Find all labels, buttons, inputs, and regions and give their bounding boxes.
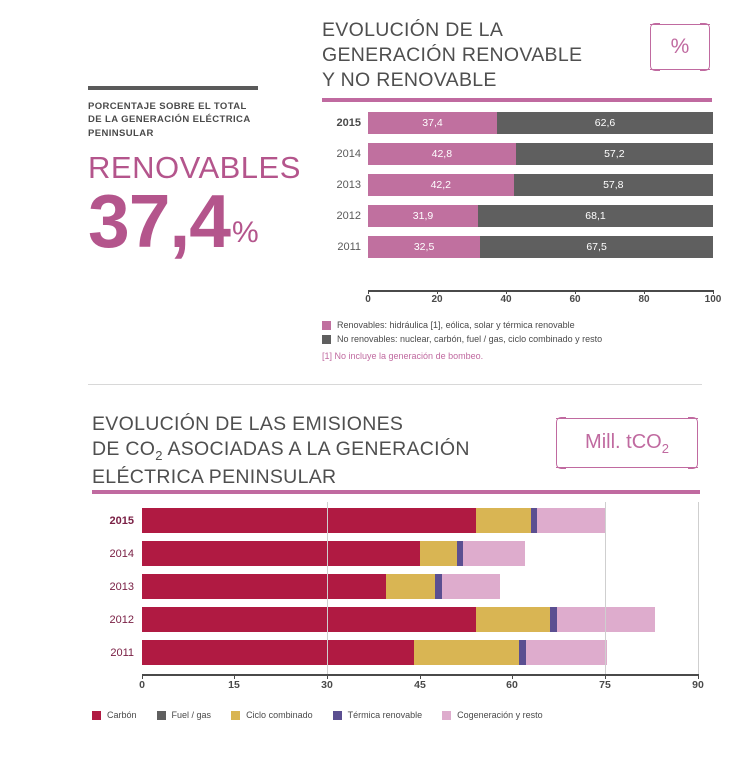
x-tick-label: 20 [431, 294, 443, 305]
renewables-legend [322, 320, 714, 361]
bar-segment-carbon [142, 607, 476, 632]
y-tick-label: 2011 [337, 241, 361, 253]
chart-row [322, 143, 714, 165]
x-tick-label: 90 [692, 679, 704, 691]
bar-segment-cogeneracion [537, 508, 605, 533]
y-tick-label: 2012 [109, 613, 134, 626]
emissions-unit-label [585, 431, 669, 456]
legend-item [92, 710, 137, 720]
bar-segment-carbon [142, 574, 386, 599]
axis-line [368, 290, 713, 292]
emissions-title-line1: EVOLUCIÓN DE LAS EMISIONES [92, 413, 404, 435]
y-tick-label: 2015 [336, 117, 361, 129]
emissions-unit-badge [556, 418, 698, 468]
stacked-bar [142, 607, 698, 632]
kpi-unit: % [231, 216, 259, 250]
bar-segment-nonrenewables: 57,8 [514, 174, 713, 196]
kpi-value: 37,4 [88, 179, 230, 264]
co2-subscript: 2 [155, 448, 163, 464]
legend-item [333, 710, 423, 720]
emissions-bar-chart [92, 508, 700, 676]
emissions-title-line3: ELÉCTRICA PENINSULAR [92, 466, 337, 489]
legend-item [322, 334, 714, 344]
chart-row [92, 640, 700, 665]
renewables-footnote: [1] No incluye la generación de bombeo. [322, 351, 484, 361]
emissions-unit-text: Mill. tCO [585, 430, 662, 453]
stacked-bar [368, 236, 713, 258]
kpi-caption-line3: PENINSULAR [88, 127, 154, 139]
emissions-unit-subscript: 2 [661, 440, 669, 456]
x-tick-label: 100 [704, 294, 722, 305]
chart-row [92, 607, 700, 632]
x-tick-label: 80 [638, 294, 650, 305]
legend-label: Térmica renovable [347, 710, 423, 720]
stacked-bar [142, 574, 698, 599]
kpi-caption-line1: PORCENTAJE SOBRE EL TOTAL [88, 101, 247, 112]
emissions-rule [92, 490, 700, 494]
stacked-bar [368, 143, 713, 165]
bar-segment-nonrenewables: 57,2 [516, 143, 713, 165]
kpi-caption-line2: DE LA GENERACIÓN ELÉCTRICA [88, 114, 251, 126]
kpi-block [88, 86, 301, 264]
legend-swatch-icon [157, 711, 166, 720]
x-tick-label: 60 [506, 679, 518, 691]
bar-segment-cogeneracion [442, 574, 501, 599]
bar-segment-renewables: 37,4 [368, 112, 497, 134]
legend-label: No renovables: nuclear, carbón, fuel / gas, ciclo combinado y resto [337, 334, 603, 344]
bar-segment-renewables: 31,9 [368, 205, 478, 227]
bar-segment-cogeneracion [526, 640, 606, 665]
panel-divider [88, 384, 702, 385]
y-tick-label: 2011 [110, 646, 134, 659]
x-tick-label: 45 [414, 679, 426, 691]
legend-label: Fuel / gas [171, 710, 212, 720]
emissions-title-line2 [92, 437, 522, 465]
kpi-value-row [88, 179, 288, 264]
renewables-title-line1: EVOLUCIÓN DE LA [322, 19, 504, 41]
emissions-chart-title [92, 412, 522, 490]
bar-segment-ciclo-combinado [414, 640, 519, 665]
emissions-chart-header [92, 412, 522, 490]
y-tick-label: 2012 [336, 210, 361, 222]
x-tick-label: 75 [599, 679, 611, 691]
stacked-bar [368, 174, 713, 196]
legend-label: Renovables: hidráulica [1], eólica, solar y térmica renovable [337, 320, 575, 330]
bar-segment-termica-renovable [519, 640, 526, 665]
legend-swatch-icon [442, 711, 451, 720]
renewables-x-axis [322, 290, 722, 314]
emissions-panel [0, 386, 730, 763]
stacked-bar [368, 112, 713, 134]
legend-item [442, 710, 543, 720]
renewables-bar-chart [322, 112, 714, 302]
emissions-title-line2b: ASOCIADAS A LA GENERACIÓN [162, 438, 470, 461]
x-tick-label: 30 [321, 679, 333, 691]
chart-row [322, 174, 714, 196]
legend-item [157, 710, 212, 720]
legend-swatch-icon [333, 711, 342, 720]
emissions-x-axis [92, 674, 704, 700]
x-tick-label: 0 [365, 294, 371, 305]
renewables-unit-badge [650, 24, 710, 70]
chart-row [322, 236, 714, 258]
bar-segment-carbon [142, 640, 414, 665]
bar-segment-renewables: 42,8 [368, 143, 516, 165]
bar-segment-carbon [142, 508, 476, 533]
chart-row [322, 205, 714, 227]
x-tick-label: 40 [500, 294, 512, 305]
kpi-caption [88, 100, 288, 140]
legend-item [231, 710, 313, 720]
chart-row [92, 541, 700, 566]
emissions-legend [92, 710, 700, 720]
kpi-title: RENOVABLES [88, 150, 301, 186]
bar-segment-ciclo-combinado [420, 541, 457, 566]
y-tick-label: 2013 [109, 580, 134, 593]
legend-swatch-icon [231, 711, 240, 720]
legend-swatch-icon [322, 321, 331, 330]
legend-item [322, 320, 714, 330]
renewables-unit-label: % [670, 35, 690, 58]
chart-row [92, 574, 700, 599]
bar-segment-ciclo-combinado [476, 508, 532, 533]
renewables-chart-title [322, 18, 622, 93]
bar-segment-nonrenewables: 62,6 [497, 112, 713, 134]
bar-segment-ciclo-combinado [476, 607, 550, 632]
bar-segment-nonrenewables: 68,1 [478, 205, 713, 227]
grid-line [698, 502, 699, 674]
grid-line [327, 502, 328, 674]
legend-label: Cogeneración y resto [457, 710, 543, 720]
y-tick-label: 2015 [109, 514, 134, 527]
grid-line [605, 502, 606, 674]
emissions-title-line2a: DE CO [92, 438, 156, 461]
x-tick-label: 60 [569, 294, 581, 305]
renewables-title-line3: Y NO RENOVABLE [322, 68, 497, 91]
y-tick-label: 2013 [336, 179, 361, 191]
stacked-bar [142, 508, 698, 533]
bar-segment-nonrenewables: 67,5 [480, 236, 713, 258]
bar-segment-renewables: 42,2 [368, 174, 514, 196]
x-tick-label: 0 [139, 679, 145, 691]
bar-segment-renewables: 32,5 [368, 236, 480, 258]
stacked-bar [142, 640, 698, 665]
renewables-rule [322, 98, 712, 102]
bar-segment-cogeneracion [463, 541, 525, 566]
stacked-bar [368, 205, 713, 227]
x-tick-label: 15 [228, 679, 240, 691]
stacked-bar [142, 541, 698, 566]
y-tick-label: 2014 [109, 547, 134, 560]
chart-row [322, 112, 714, 134]
legend-swatch-icon [322, 335, 331, 344]
legend-label: Carbón [107, 710, 137, 720]
chart-row [92, 508, 700, 533]
bar-segment-ciclo-combinado [386, 574, 435, 599]
bar-segment-carbon [142, 541, 420, 566]
legend-swatch-icon [92, 711, 101, 720]
y-tick-label: 2014 [336, 148, 361, 160]
legend-label: Ciclo combinado [246, 710, 313, 720]
bar-segment-termica-renovable [550, 607, 557, 632]
renewables-title-line2: GENERACIÓN RENOVABLE [322, 43, 583, 66]
kpi-rule [88, 86, 258, 90]
